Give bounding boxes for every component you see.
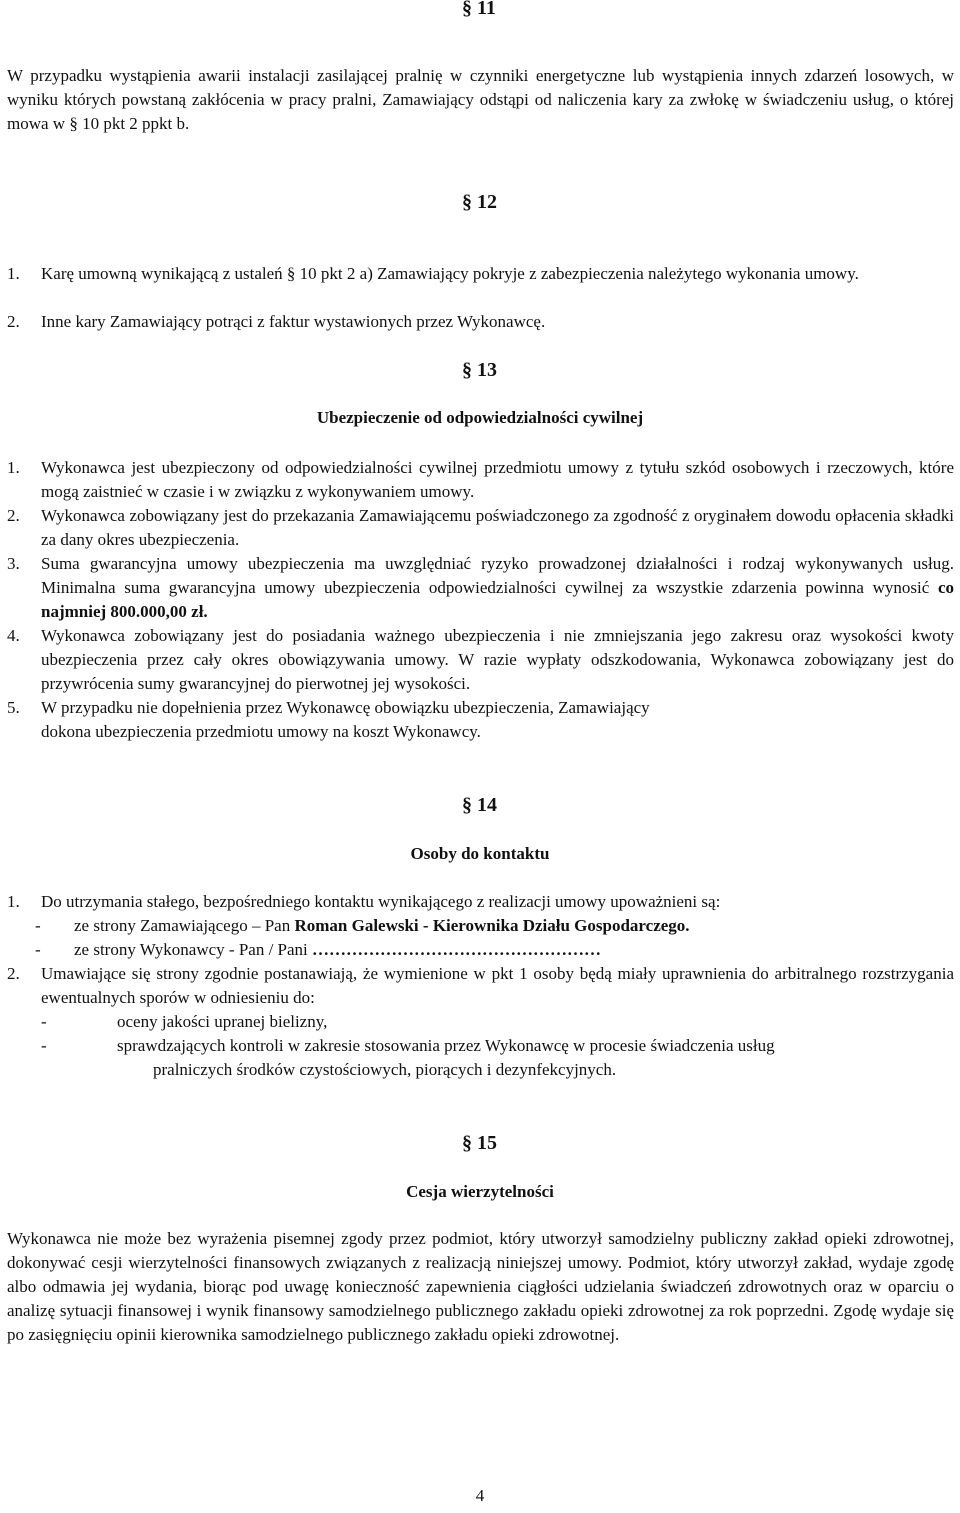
subitem-text: sprawdzających kontroli w zakresie stosowania przez Wykonawcę w procesie świadczenia usług: [117, 1036, 775, 1055]
dash: -: [35, 940, 41, 959]
section-13-title: Ubezpieczenie od odpowiedzialności cywilnej: [316, 408, 644, 427]
item-text: Inne kary Zamawiający potrąci z faktur wystawionych przez Wykonawcę.: [41, 312, 546, 331]
subitem-text-continued: pralniczych środków czystościowych, piorących i dezynfekcyjnych.: [153, 1060, 617, 1079]
section-13-item-2: [7, 504, 954, 552]
section-13-item-4: [7, 624, 954, 696]
item-number: 2.: [7, 964, 20, 983]
section-14-item-1: [7, 890, 954, 914]
contact-zamawiajacy: [7, 914, 954, 938]
contact-wykonawca: [7, 938, 954, 962]
item-number: 1.: [7, 264, 20, 283]
section-11-number: § 11: [462, 0, 496, 19]
section-13-item-3: [7, 552, 954, 624]
page-number: 4: [475, 1486, 485, 1505]
section-13-number: § 13: [462, 359, 497, 381]
item-number: 2.: [7, 506, 20, 525]
item-number: 1.: [7, 458, 20, 477]
section-12-item-1: [7, 262, 954, 286]
item-text: Wykonawca zobowiązany jest do przekazania Zamawiającemu poświadczonego za zgodność z oryginałem dowodu opłacenia składki za dany okres ubezpieczenia.: [41, 506, 954, 549]
section-13-item-5: [7, 696, 954, 744]
dash: -: [35, 916, 41, 935]
dash: -: [41, 1012, 47, 1031]
item-text: Do utrzymania stałego, bezpośredniego kontaktu wynikającego z realizacji umowy upoważnieni są:: [41, 892, 721, 911]
item-text: Wykonawca jest ubezpieczony od odpowiedzialności cywilnej przedmiotu umowy z tytułu szkód osobowych i rzeczowych, które mogą zaistnieć w czasie i w związku z wykonywaniem umowy.: [41, 458, 954, 501]
section-11-text: W przypadku wystąpienia awarii instalacji zasilającej pralnię w czynniki energetyczne lub wystąpienia innych zdarzeń losowych, w wyniku których powstaną zakłócenia w pracy pralni, Zamawiający odstąpi od naliczenia kary za zwłokę w świadczeniu usług, o której mowa w § 10 pkt 2 ppkt b.: [7, 66, 954, 133]
subitem-text: oceny jakości upranej bielizny,: [117, 1012, 328, 1031]
item-number: 3.: [7, 554, 20, 573]
minimum-sum: co najmniej 800.000,00 zł.: [41, 578, 954, 621]
item-text: W przypadku nie dopełnienia przez Wykonawcę obowiązku ubezpieczenia, Zamawiający: [41, 698, 650, 717]
subitem-ocena: [7, 1010, 954, 1034]
contact-person-blank: ……………………………………………: [312, 940, 602, 959]
contact-text: ze strony Wykonawcy - Pan / Pani ……………………………………………: [74, 940, 602, 959]
item-text: Suma gwarancyjna umowy ubezpieczenia ma uwzględniać ryzyko prowadzonej działalności i rodzaj wykonywanych usług. Minimalna suma gwarancyjna umowy ubezpieczenia odpowiedzialności cywilnej za wszystkie zdarzenia powinna wynosić co najmniej 800.000,00 zł.: [41, 554, 954, 621]
section-14-item-2: [7, 962, 954, 1010]
item-text: Wykonawca zobowiązany jest do posiadania ważnego ubezpieczenia i nie zmniejszania jego zakresu oraz wysokości kwoty ubezpieczenia przez cały okres obowiązywania umowy. W razie wypłaty odszkodowania, Wykonawca zobowiązany jest do przywrócenia sumy gwarancyjnej do pierwotnej jej wysokości.: [41, 626, 954, 693]
section-15-number: § 15: [462, 1132, 497, 1154]
section-13-item-1: [7, 456, 954, 504]
dash: -: [41, 1036, 47, 1055]
section-15-title: Cesja wierzytelności: [406, 1182, 554, 1201]
contact-person: Roman Galewski - Kierownika Działu Gospodarczego.: [294, 916, 690, 935]
item-number: 2.: [7, 312, 20, 331]
item-number: 5.: [7, 698, 20, 717]
item-number: 4.: [7, 626, 20, 645]
item-text-continued: dokona ubezpieczenia przedmiotu umowy na koszt Wykonawcy.: [41, 722, 481, 741]
section-12-number: § 12: [462, 191, 497, 213]
item-text: Karę umowną wynikającą z ustaleń § 10 pkt 2 a) Zamawiający pokryje z zabezpieczenia należytego wykonania umowy.: [41, 264, 859, 283]
contact-text: ze strony Zamawiającego – Pan Roman Galewski - Kierownika Działu Gospodarczego.: [74, 916, 690, 935]
section-14-number: § 14: [462, 794, 497, 816]
section-15-text: Wykonawca nie może bez wyrażenia pisemnej zgody przez podmiot, który utworzył samodzielny publiczny zakład opieki zdrowotnej, dokonywać cesji wierzytelności finansowych związanych z realizacją niniejszej umowy. Podmiot, który utworzył zakład, wydaje zgodę albo odmawia jej wydania, biorąc pod uwagę konieczność zapewnienia ciągłości udzielania świadczeń zdrowotnych oraz w oparciu o analizę sytuacji finansowej i wynik finansowy samodzielnego publicznego zakładu opieki zdrowotnej za rok poprzedni. Zgodę wydaje się po zasięgnięciu opinii kierownika samodzielnego publicznego zakładu opieki zdrowotnej.: [7, 1229, 954, 1344]
item-text: Umawiające się strony zgodnie postanawiają, że wymienione w pkt 1 osoby będą miały uprawnienia do arbitralnego rozstrzygania ewentualnych sporów w odniesieniu do:: [41, 964, 954, 1007]
section-12-item-2: [7, 310, 954, 334]
section-14-title: Osoby do kontaktu: [410, 844, 550, 863]
item-number: 1.: [7, 892, 20, 911]
subitem-kontrola: [7, 1034, 954, 1082]
